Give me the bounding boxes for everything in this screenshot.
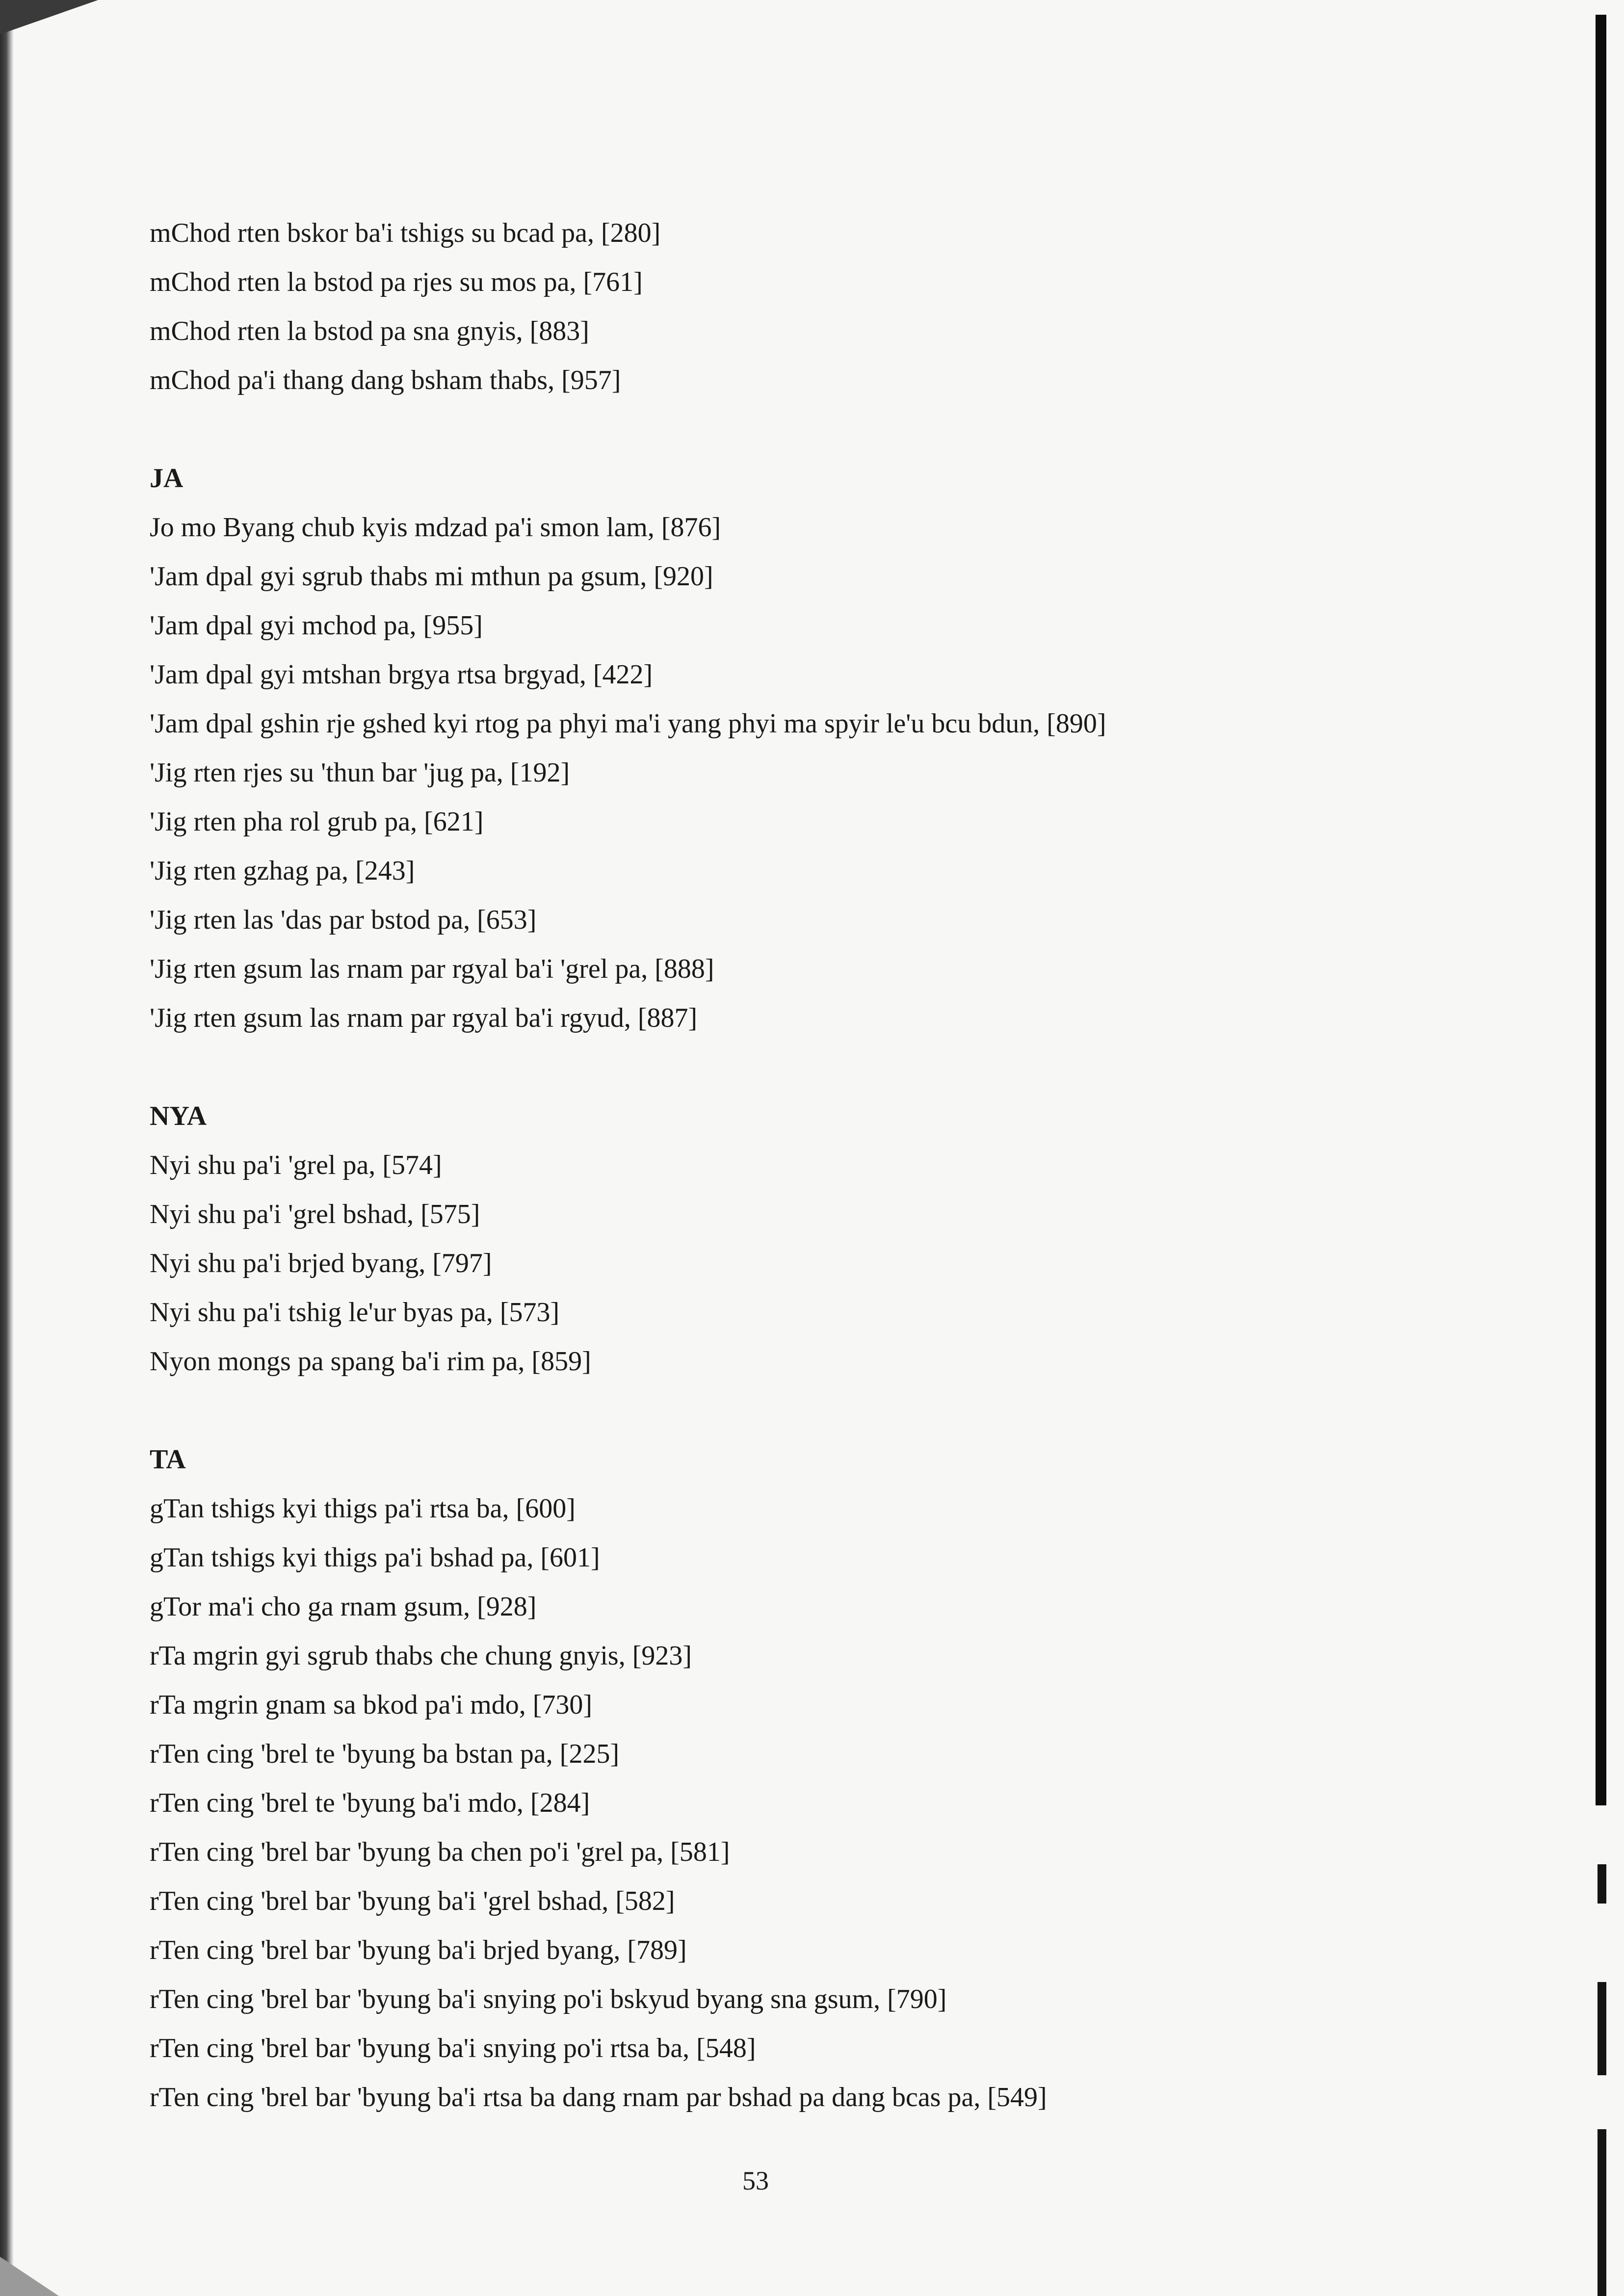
scan-corner-bottom (0, 2257, 59, 2296)
section-heading: JA (150, 463, 183, 494)
index-section (150, 209, 1563, 405)
scan-gap (1595, 1815, 1607, 1845)
scan-shadow-left (0, 0, 14, 2296)
index-section-ta (150, 1435, 1563, 2122)
scan-corner-top (0, 0, 98, 34)
index-entry: 'Jig rten gzhag pa, [243] (150, 856, 415, 886)
index-entry: rTen cing 'brel bar 'byung ba'i snying po'i bskyud byang sna gsum, [790] (150, 1984, 947, 2014)
index-entry: rTen cing 'brel bar 'byung ba'i 'grel bshad, [582] (150, 1886, 675, 1916)
index-entry: rTen cing 'brel bar 'byung ba'i rtsa ba dang rnam par bshad pa dang bcas pa, [549] (150, 2082, 1047, 2113)
index-entry: 'Jig rten las 'das par bstod pa, [653] (150, 905, 537, 935)
index-entry: 'Jam dpal gyi sgrub thabs mi mthun pa gsum, [920] (150, 561, 713, 592)
index-entry: gTor ma'i cho ga rnam gsum, [928] (150, 1592, 537, 1622)
index-entry: rTa mgrin gnam sa bkod pa'i mdo, [730] (150, 1690, 592, 1720)
index-content (150, 209, 1563, 2122)
scan-shadow-right (1596, 15, 1606, 1805)
index-entry: 'Jam dpal gshin rje gshed kyi rtog pa phyi ma'i yang phyi ma spyir le'u bcu bdun, [890] (150, 708, 1106, 739)
index-entry: rTen cing 'brel bar 'byung ba'i snying po'i rtsa ba, [548] (150, 2033, 756, 2063)
index-entry: 'Jig rten gsum las rnam par rgyal ba'i 'grel pa, [888] (150, 954, 714, 984)
index-entry: 'Jig rten rjes su 'thun bar 'jug pa, [192] (150, 757, 570, 788)
index-entry: rTen cing 'brel te 'byung ba bstan pa, [225] (150, 1739, 620, 1769)
index-entry: rTen cing 'brel bar 'byung ba'i brjed byang, [789] (150, 1935, 687, 1965)
index-entry: mChod pa'i thang dang bsham thabs, [957] (150, 365, 621, 395)
index-entry: 'Jam dpal gyi mchod pa, [955] (150, 610, 483, 641)
index-entry: rTen cing 'brel te 'byung ba'i mdo, [284] (150, 1788, 590, 1818)
index-section-ja (150, 454, 1563, 1043)
index-entry: 'Jig rten pha rol grub pa, [621] (150, 807, 484, 837)
index-entry: Nyi shu pa'i tshig le'ur byas pa, [573] (150, 1297, 560, 1328)
index-entry: Jo mo Byang chub kyis mdzad pa'i smon lam, [876] (150, 512, 721, 543)
index-entry: mChod rten bskor ba'i tshigs su bcad pa, [280] (150, 218, 661, 248)
section-heading: NYA (150, 1101, 207, 1131)
index-entry: Nyi shu pa'i 'grel pa, [574] (150, 1150, 442, 1180)
index-entry: mChod rten la bstod pa rjes su mos pa, [761] (150, 267, 643, 297)
index-entry: Nyi shu pa'i 'grel bshad, [575] (150, 1199, 480, 1229)
page-number: 53 (742, 2166, 769, 2195)
scan-gap (1595, 1904, 1607, 1982)
index-entry: rTa mgrin gyi sgrub thabs che chung gnyis, [923] (150, 1641, 692, 1671)
index-entry: mChod rten la bstod pa sna gnyis, [883] (150, 316, 589, 346)
index-entry: gTan tshigs kyi thigs pa'i bshad pa, [601] (150, 1542, 600, 1573)
index-entry: gTan tshigs kyi thigs pa'i rtsa ba, [600] (150, 1493, 576, 1524)
index-entry: Nyi shu pa'i brjed byang, [797] (150, 1248, 492, 1278)
index-entry: Nyon mongs pa spang ba'i rim pa, [859] (150, 1346, 591, 1377)
index-section-nya (150, 1092, 1563, 1386)
scan-gap (1595, 2075, 1607, 2129)
section-heading: TA (150, 1444, 186, 1475)
index-entry: 'Jig rten gsum las rnam par rgyal ba'i rgyud, [887] (150, 1003, 698, 1033)
index-entry: 'Jam dpal gyi mtshan brgya rtsa brgyad, [422] (150, 659, 653, 690)
index-entry: rTen cing 'brel bar 'byung ba chen po'i 'grel pa, [581] (150, 1837, 730, 1867)
